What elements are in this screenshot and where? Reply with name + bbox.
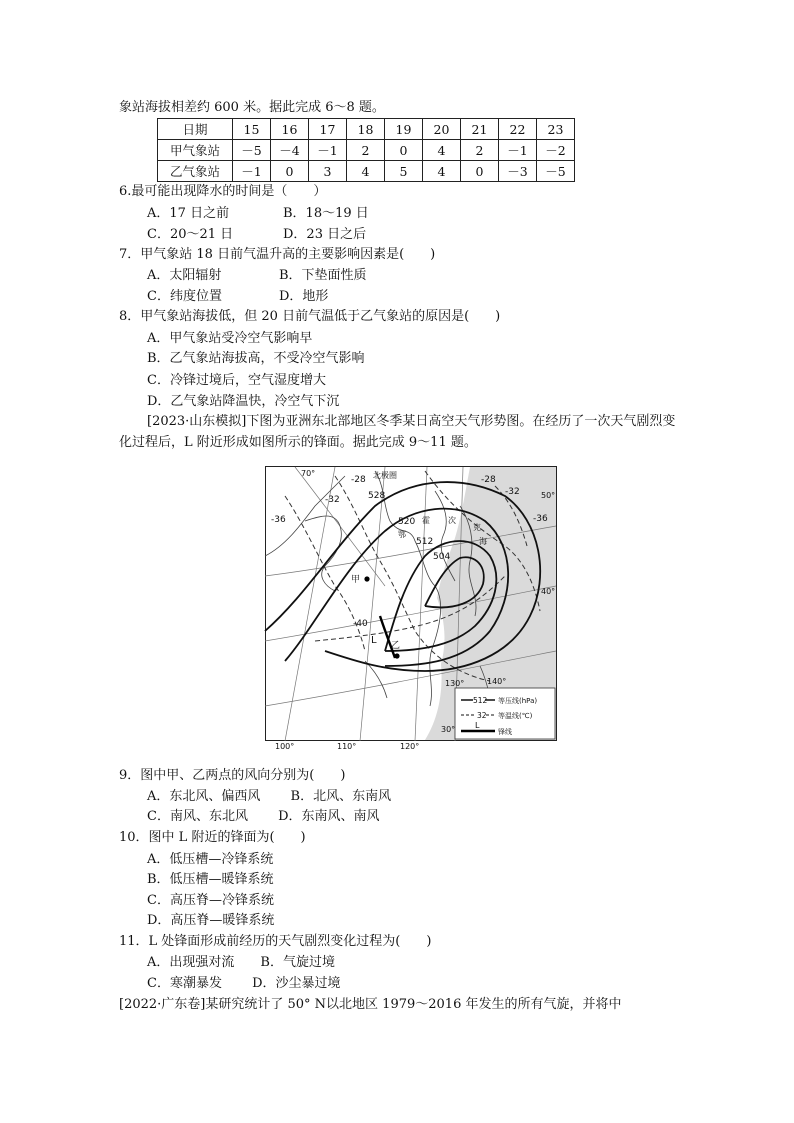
table-cell: －1 [499, 140, 537, 161]
isotherm-label: -32 [325, 495, 340, 505]
table-cell: 16 [271, 119, 309, 140]
table-cell: 甲气象站 [158, 140, 233, 161]
q9-stem: 9．图中甲、乙两点的风向分别为( ) [119, 768, 346, 783]
station-jia-label: 甲 [351, 575, 361, 585]
table-cell: 18 [347, 119, 385, 140]
q9-options-cd: C．南风、东北风 D．东南风、南风 [147, 809, 380, 824]
isotherm-label: -32 [505, 487, 520, 497]
temperature-table [157, 118, 575, 182]
table-header-row [158, 119, 575, 140]
table-cell: 乙气象站 [158, 161, 233, 182]
q7-option-c: C．纬度位置 [147, 289, 222, 304]
lat-label: 30° [441, 725, 456, 734]
q10-option-a: A．低压槽—冷锋系统 [147, 852, 274, 867]
lat-label: 50° [541, 491, 556, 500]
table-cell: －1 [309, 140, 347, 161]
table-cell: 5 [385, 161, 423, 182]
table-cell: 23 [537, 119, 575, 140]
map-legend [455, 688, 555, 739]
sea-name-char: 鄂 [398, 530, 406, 539]
lon-label: 100° [275, 742, 295, 751]
isotherm-label: -28 [481, 475, 496, 485]
q6-option-a: A．17 日之前 [147, 206, 230, 221]
station-jia-dot [364, 576, 369, 581]
station-yi-label: 乙 [391, 641, 401, 651]
sea-name-char: 次 [448, 516, 456, 525]
isobar-label: 512 [416, 537, 434, 547]
weather-map [265, 466, 557, 751]
table-cell: 22 [499, 119, 537, 140]
q7-option-d: D．地形 [279, 289, 329, 304]
table-row [158, 140, 575, 161]
legend-isobar-sample: 512 [473, 696, 488, 705]
lat-label: 40° [541, 587, 556, 596]
passage-intro: [2023·山东模拟]下图为亚洲东北部地区冬季某日高空天气形势图。在经历了一次天气剧烈变化过程后，L 附近形成如图所示的锋面。据此完成 9～11 题。 [119, 414, 676, 450]
isotherm-label: -36 [271, 515, 286, 525]
lon-label: 110° [337, 742, 357, 751]
next-passage-line: [2022·广东卷]某研究统计了 50° N以北地区 1979～2016 年发生的所有气旋，并将中 [119, 997, 622, 1012]
q7-option-a: A．太阳辐射 [147, 268, 222, 283]
q6-option-c: C．20～21 日 [147, 227, 234, 242]
q6-option-d: D．23 日之后 [283, 227, 367, 242]
q11-options-ab: A．出现强对流 B．气旋过境 [147, 955, 335, 970]
table-cell: －4 [271, 140, 309, 161]
intro-line: 象站海拔相差约 600 米。据此完成 6～8 题。 [119, 100, 385, 115]
front-label: L [371, 635, 377, 646]
q11-options-cd: C．寒潮暴发 D．沙尘暴过境 [147, 976, 341, 991]
legend-isotherm-sample: 32 [477, 711, 487, 720]
legend-front-sample: L [475, 721, 480, 730]
table-cell: －5 [233, 140, 271, 161]
q7-option-b: B．下垫面性质 [279, 268, 367, 283]
isobar-label: 528 [368, 491, 386, 501]
table-cell: －5 [537, 161, 575, 182]
q8-option-a: A．甲气象站受冷空气影响早 [147, 331, 313, 346]
table-cell: 19 [385, 119, 423, 140]
table-cell: 3 [309, 161, 347, 182]
isobar-label: 520 [398, 517, 416, 527]
table-cell: 4 [423, 161, 461, 182]
table-cell: －1 [233, 161, 271, 182]
q6-stem: 6.最可能出现降水的时间是（ ） [119, 184, 327, 199]
arctic-circle-label: 北极圈 [373, 471, 397, 480]
q9-options-ab: A．东北风、偏西风 B．北风、东南风 [147, 789, 392, 804]
lon-label: 130° [445, 679, 465, 688]
q10-option-d: D．高压脊—暖锋系统 [147, 913, 275, 928]
q8-option-c: C．冷锋过境后，空气湿度增大 [147, 373, 326, 388]
q10-stem: 10．图中 L 附近的锋面为( ) [119, 830, 306, 845]
table-cell: 2 [347, 140, 385, 161]
table-cell: 0 [461, 161, 499, 182]
q11-stem: 11．L 处锋面形成前经历的天气剧烈变化过程为( ) [119, 934, 432, 949]
q8-option-d: D．乙气象站降温快，冷空气下沉 [147, 394, 340, 409]
table-cell: 20 [423, 119, 461, 140]
table-cell: 0 [385, 140, 423, 161]
lon-label: 140° [487, 677, 507, 686]
table-cell: －3 [499, 161, 537, 182]
legend-front-text: 锋线 [498, 728, 512, 736]
q7-stem: 7．甲气象站 18 日前气温升高的主要影响因素是( ) [119, 247, 436, 262]
q6-option-b: B．18～19 日 [283, 206, 369, 221]
table-cell: 日期 [158, 119, 233, 140]
table-cell: 2 [461, 140, 499, 161]
q10-option-c: C．高压脊—冷锋系统 [147, 893, 274, 908]
isotherm-label: -40 [353, 619, 368, 629]
q8-stem: 8．甲气象站海拔低，但 20 日前气温低于乙气象站的原因是( ) [119, 309, 501, 324]
sea-name-char: 克 [473, 523, 481, 532]
table-cell: 21 [461, 119, 499, 140]
table-cell: 4 [423, 140, 461, 161]
table-cell: 0 [271, 161, 309, 182]
q10-option-b: B．低压槽—暖锋系统 [147, 872, 274, 887]
table-cell: 17 [309, 119, 347, 140]
isotherm-label: -36 [533, 514, 548, 524]
table-row [158, 161, 575, 182]
table-cell: －2 [537, 140, 575, 161]
q8-option-b: B．乙气象站海拔高，不受冷空气影响 [147, 351, 365, 366]
sea-name-char: 霍 [422, 516, 430, 525]
lon-label: 120° [400, 742, 420, 751]
station-yi-dot [394, 653, 399, 658]
lat-label: 70° [301, 469, 316, 478]
isobar-label: 504 [433, 552, 451, 562]
table-cell: 15 [233, 119, 271, 140]
legend-isotherm-text: 等温线(℃) [498, 712, 533, 720]
table-cell: 4 [347, 161, 385, 182]
legend-isobar-text: 等压线(hPa) [498, 697, 538, 705]
sea-name-char: 海 [479, 537, 487, 546]
isotherm-label: -28 [351, 475, 366, 485]
